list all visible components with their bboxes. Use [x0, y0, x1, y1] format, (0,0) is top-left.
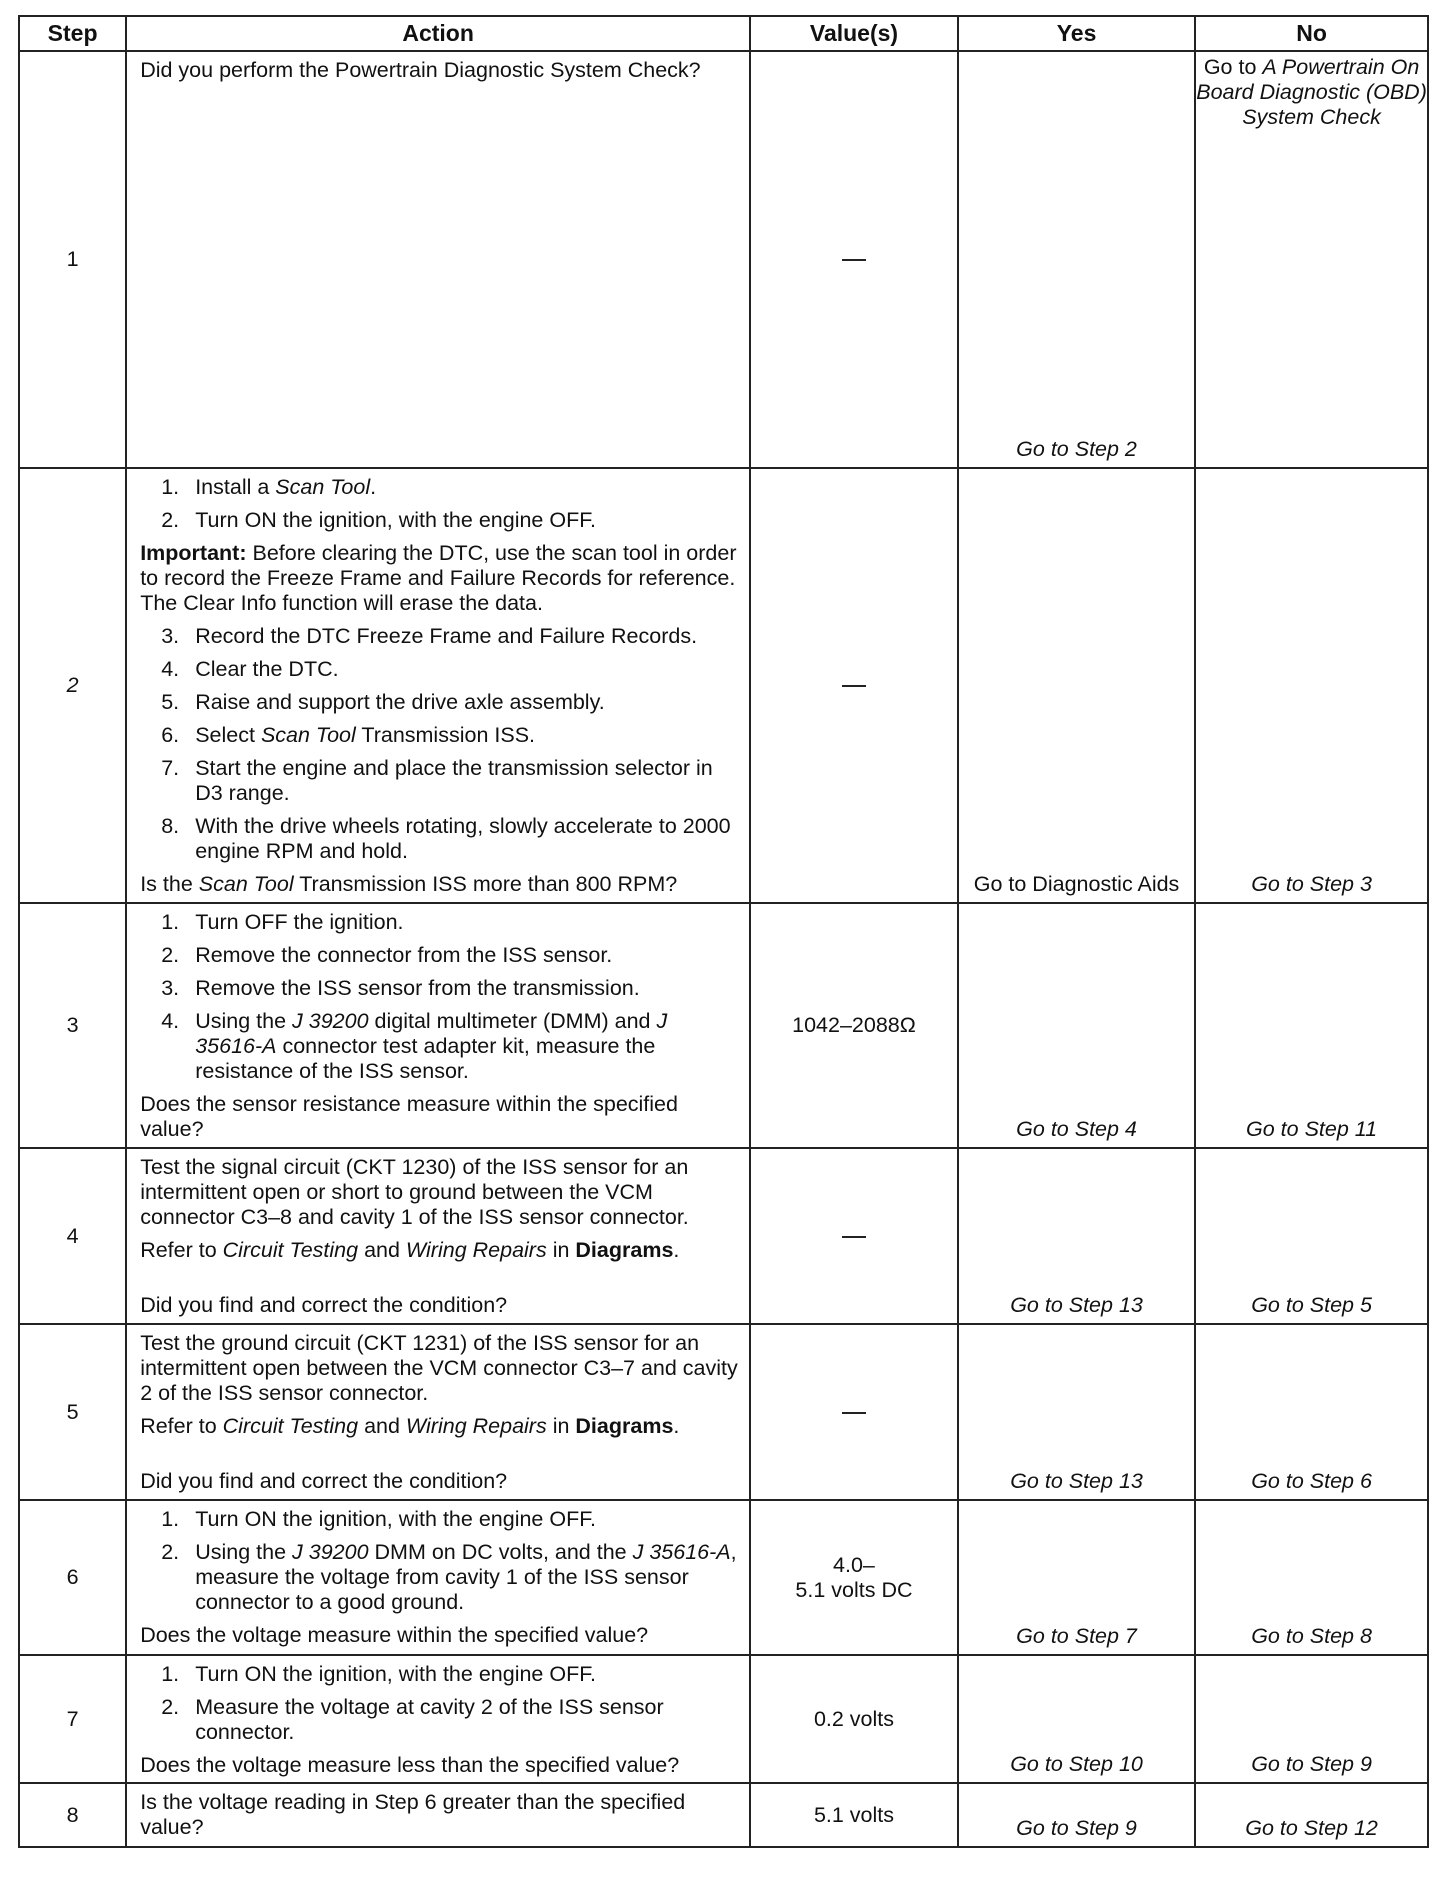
table-row	[19, 1655, 1428, 1783]
no-cell[interactable]: Go to A Powertrain On Board Diagnostic (OBD) System Check	[1195, 51, 1428, 468]
instruction-list	[140, 475, 739, 533]
no-cell[interactable]: Go to Step 3	[1195, 468, 1428, 903]
header-no: No	[1195, 16, 1428, 51]
step-number: 8	[19, 1783, 126, 1847]
list-item: 1. Turn ON the ignition, with the engine OFF.	[161, 1507, 596, 1531]
action-question: Is the voltage reading in Step 6 greater than the specified value?	[140, 1790, 686, 1839]
table-row	[19, 468, 1428, 903]
table-row	[19, 1783, 1428, 1847]
action-question: Does the voltage measure less than the specified value?	[140, 1753, 680, 1777]
list-item: 4. Clear the DTC.	[161, 657, 339, 681]
action-cell	[126, 468, 750, 903]
value-cell: 4.0– 5.1 volts DC	[750, 1500, 958, 1655]
list-item: 1. Install a Scan Tool.	[161, 475, 377, 499]
reference-text: Refer to Circuit Testing and Wiring Repairs in Diagrams.	[140, 1238, 680, 1262]
header-step: Step	[19, 16, 126, 51]
list-item: 6. Select Scan Tool Transmission ISS.	[161, 723, 536, 747]
yes-cell[interactable]: Go to Step 2	[958, 51, 1195, 468]
list-item: 1. Turn ON the ignition, with the engine OFF.	[161, 1662, 596, 1686]
header-yes: Yes	[958, 16, 1195, 51]
diagnostic-table	[18, 15, 1429, 1848]
list-item: 2. Using the J 39200 DMM on DC volts, and the J 35616-A, measure the voltage from cavity 1 of the ISS sensor connector to a good ground.	[161, 1540, 737, 1614]
step-number: 3	[19, 903, 126, 1148]
action-question: Does the voltage measure within the specified value?	[140, 1623, 649, 1647]
no-cell[interactable]: Go to Step 8	[1195, 1500, 1428, 1655]
no-value-dash	[842, 1236, 866, 1238]
action-cell	[126, 1148, 750, 1324]
list-item: 2. Measure the voltage at cavity 2 of the ISS sensor connector.	[161, 1695, 664, 1744]
yes-cell[interactable]: Go to Diagnostic Aids	[958, 468, 1195, 903]
no-value-dash	[842, 685, 866, 687]
instruction-list	[140, 624, 739, 864]
list-item: 7. Start the engine and place the transmission selector in D3 range.	[161, 756, 713, 805]
yes-cell[interactable]: Go to Step 10	[958, 1655, 1195, 1783]
header-values: Value(s)	[750, 16, 958, 51]
yes-cell[interactable]: Go to Step 9	[958, 1783, 1195, 1847]
list-item: 2. Remove the connector from the ISS sensor.	[161, 943, 613, 967]
table-row	[19, 51, 1428, 468]
obd-check-link[interactable]: A Powertrain On Board Diagnostic (OBD) System Check	[1196, 55, 1427, 129]
no-value-dash	[842, 1412, 866, 1414]
step-number: 2	[19, 468, 126, 903]
step-number: 5	[19, 1324, 126, 1500]
action-cell	[126, 903, 750, 1148]
action-cell	[126, 51, 750, 468]
step-number: 6	[19, 1500, 126, 1655]
action-cell	[126, 1324, 750, 1500]
value-cell: 1042–2088Ω	[750, 903, 958, 1148]
value-cell	[750, 1148, 958, 1324]
no-cell[interactable]: Go to Step 12	[1195, 1783, 1428, 1847]
action-question: Is the Scan Tool Transmission ISS more than 800 RPM?	[140, 872, 678, 896]
step-number: 7	[19, 1655, 126, 1783]
table-row	[19, 903, 1428, 1148]
no-cell[interactable]: Go to Step 11	[1195, 903, 1428, 1148]
action-cell	[126, 1500, 750, 1655]
yes-cell[interactable]: Go to Step 13	[958, 1324, 1195, 1500]
instruction-list	[140, 1507, 739, 1615]
list-item: 4. Using the J 39200 digital multimeter (DMM) and J 35616-A connector test adapter kit, measure the resistance of the ISS sensor.	[161, 1009, 668, 1083]
action-question: Did you find and correct the condition?	[140, 1293, 508, 1317]
reference-text: Refer to Circuit Testing and Wiring Repairs in Diagrams.	[140, 1414, 680, 1438]
list-item: 3. Remove the ISS sensor from the transmission.	[161, 976, 640, 1000]
value-cell: 5.1 volts	[750, 1783, 958, 1847]
instruction-list	[140, 1662, 739, 1745]
action-question: Did you find and correct the condition?	[140, 1469, 508, 1493]
action-cell	[126, 1783, 750, 1847]
action-question: Did you perform the Powertrain Diagnostic System Check?	[140, 58, 701, 82]
list-item: 2. Turn ON the ignition, with the engine OFF.	[161, 508, 596, 532]
value-cell	[750, 51, 958, 468]
table-row	[19, 1148, 1428, 1324]
yes-cell[interactable]: Go to Step 4	[958, 903, 1195, 1148]
important-note: Important: Before clearing the DTC, use the scan tool in order to record the Freeze Frame and Failure Records for reference. The Clear Info function will erase the data.	[140, 541, 737, 615]
yes-cell[interactable]: Go to Step 13	[958, 1148, 1195, 1324]
no-cell[interactable]: Go to Step 5	[1195, 1148, 1428, 1324]
value-cell: 0.2 volts	[750, 1655, 958, 1783]
yes-cell[interactable]: Go to Step 7	[958, 1500, 1195, 1655]
list-item: 8. With the drive wheels rotating, slowly accelerate to 2000 engine RPM and hold.	[161, 814, 731, 863]
list-item: 5. Raise and support the drive axle assembly.	[161, 690, 605, 714]
table-row	[19, 1500, 1428, 1655]
step-number: 4	[19, 1148, 126, 1324]
action-cell	[126, 1655, 750, 1783]
list-item: 3. Record the DTC Freeze Frame and Failure Records.	[161, 624, 698, 648]
value-cell	[750, 1324, 958, 1500]
value-cell	[750, 468, 958, 903]
no-cell[interactable]: Go to Step 9	[1195, 1655, 1428, 1783]
action-text: Test the ground circuit (CKT 1231) of the ISS sensor for an intermittent open between the VCM connector C3–7 and cavity 2 of the ISS sensor connector.	[140, 1331, 738, 1405]
list-item: 1. Turn OFF the ignition.	[161, 910, 404, 934]
header-action: Action	[126, 16, 750, 51]
instruction-list	[140, 910, 739, 1084]
no-cell[interactable]: Go to Step 6	[1195, 1324, 1428, 1500]
no-value-dash	[842, 259, 866, 261]
action-question: Does the sensor resistance measure within the specified value?	[140, 1092, 678, 1141]
table-row	[19, 1324, 1428, 1500]
action-text: Test the signal circuit (CKT 1230) of the ISS sensor for an intermittent open or short to ground between the VCM connector C3–8 and cavity 1 of the ISS sensor connector.	[140, 1155, 689, 1229]
header-row	[19, 16, 1428, 51]
step-number: 1	[19, 51, 126, 468]
